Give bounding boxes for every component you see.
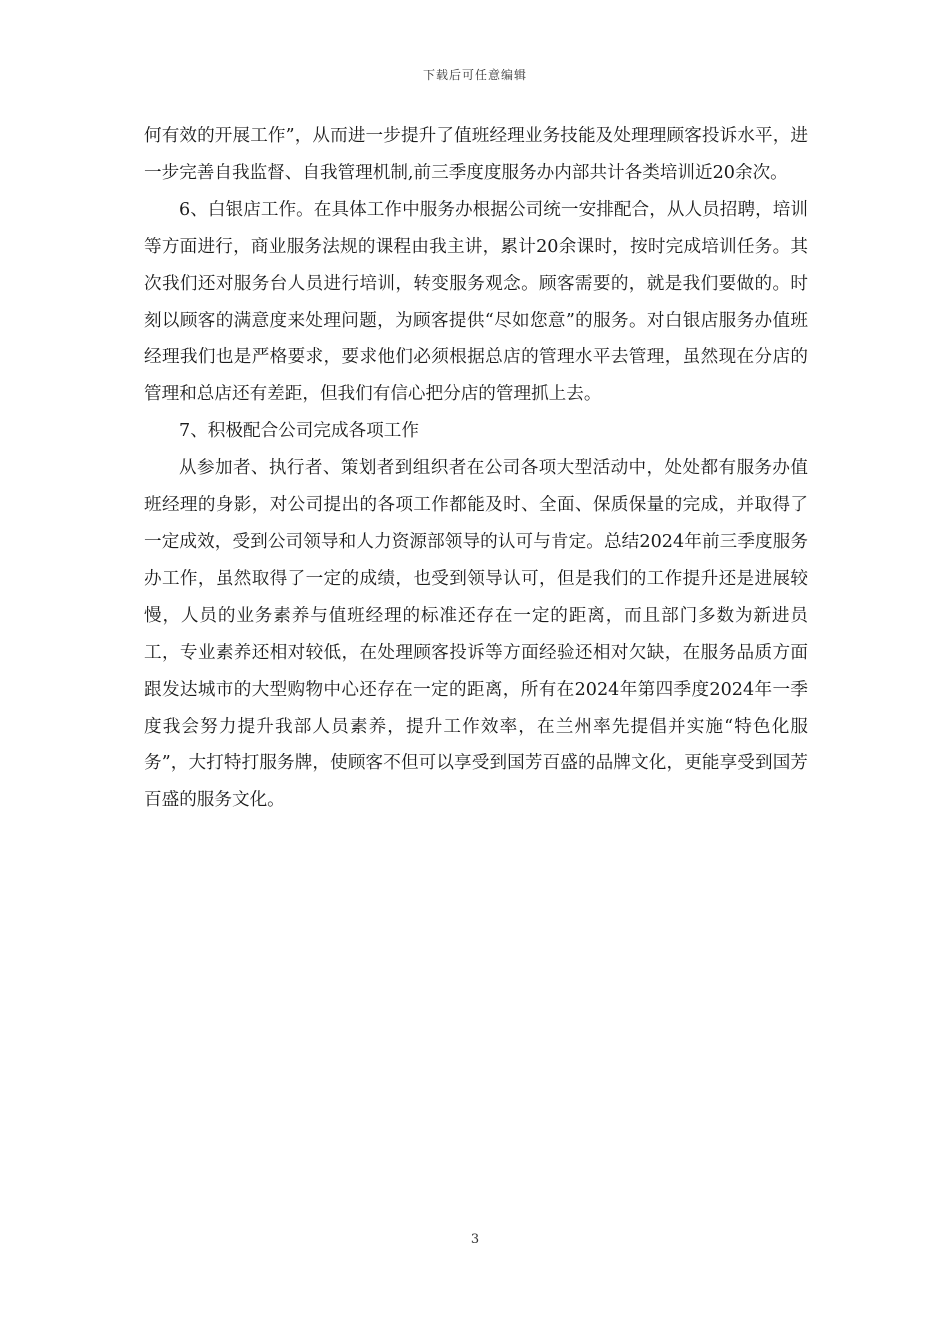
page-header: 下载后可任意编辑 [422,68,527,82]
paragraph-heading-cooperate: 7、积极配合公司完成各项工作 [179,421,419,442]
paragraph-continuation: 何有效的开展工作”，从而进一步提升了值班经理业务技能及处理理顾客投诉水平，进一步完善自我监督、自我管理机制,前三季度度服务办内部共计各类培训近20余次。 [144,126,808,183]
document-body [144,118,808,819]
paragraph-summary: 从参加者、执行者、策划者到组织者在公司各项大型活动中，处处都有服务办值班经理的身影，对公司提出的各项工作都能及时、全面、保质保量的完成，并取得了一定成效，受到公司领导和人力资源部领导的认可与肯定。总结2024年前三季度服务办工作，虽然取得了一定的成绩，也受到领导认可，但是我们的工作提升还是进展较慢，人员的业务素养与值班经理的标准还存在一定的距离，而且部门多数为新进员工，专业素养还相对较低，在处理顾客投诉等方面经验还相对欠缺，在服务品质方面跟发达城市的大型购物中心还存在一定的距离，所有在2024年第四季度2024年一季度我会努力提升我部人员素养，提升工作效率，在兰州率先提倡并实施“特色化服务”，大打特打服务牌，使顾客不但可以享受到国芳百盛的品牌文化，更能享受到国芳百盛的服务文化。 [144,458,808,811]
paragraph-baiyin-store: 6、白银店工作。在具体工作中服务办根据公司统一安排配合，从人员招聘，培训等方面进行，商业服务法规的课程由我主讲，累计20余课时，按时完成培训任务。其次我们还对服务台人员进行培训，转变服务观念。顾客需要的，就是我们要做的。时刻以顾客的满意度来处理问题，为顾客提供“尽如您意”的服务。对白银店服务办值班经理我们也是严格要求，要求他们必须根据总店的管理水平去管理，虽然现在分店的管理和总店还有差距，但我们有信心把分店的管理抓上去。 [144,199,808,405]
page-number: 3 [470,1232,480,1247]
